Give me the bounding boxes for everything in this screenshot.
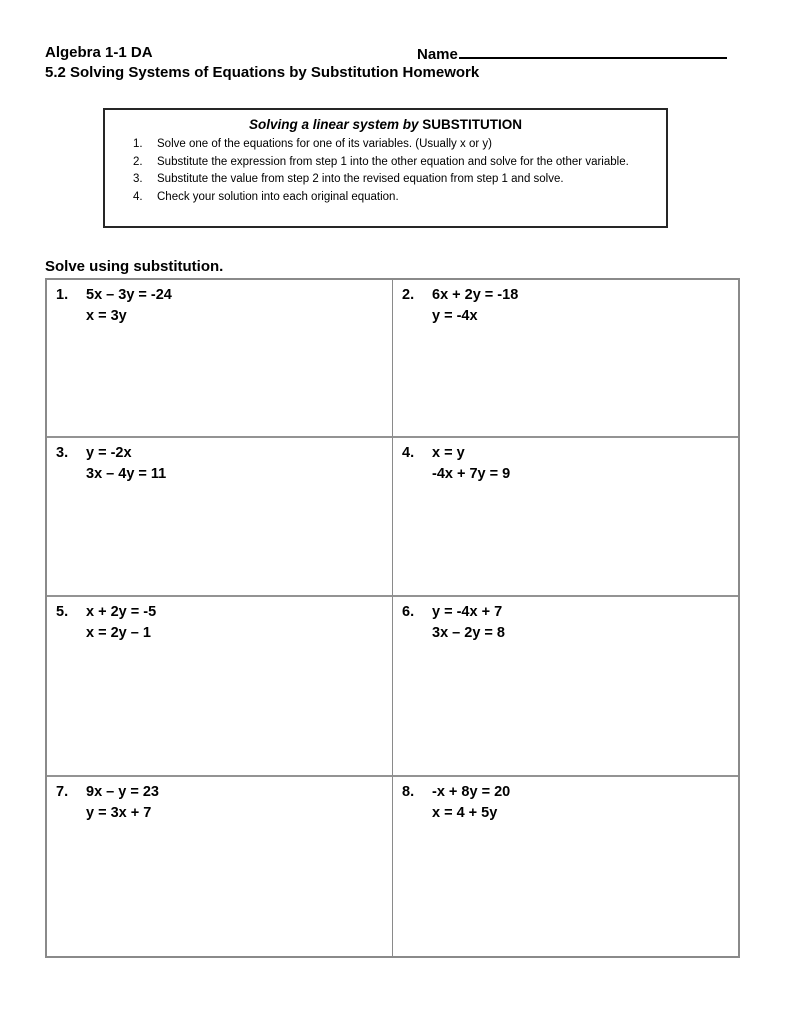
equation-2: x = 2y – 1 <box>86 625 151 641</box>
problem-number: 7. <box>56 784 69 800</box>
problem-cell-2 <box>393 280 738 438</box>
instruction-step <box>133 189 666 207</box>
equation-1: y = -2x <box>86 445 132 461</box>
solve-prompt: Solve using substitution. <box>45 258 224 275</box>
equation-1: y = -4x + 7 <box>432 604 503 620</box>
equation-2: y = 3x + 7 <box>86 805 152 821</box>
problem-equations <box>86 782 159 824</box>
problem-equations <box>432 602 505 644</box>
instructions-box <box>103 108 668 228</box>
equation-1: 6x + 2y = -18 <box>432 287 519 303</box>
problem-cell-7 <box>47 777 393 956</box>
problems-table <box>45 278 740 958</box>
name-field <box>417 44 727 63</box>
problem-equations <box>432 443 510 485</box>
problem-number: 3. <box>56 445 69 461</box>
problem-equations <box>432 285 518 327</box>
problem-number: 5. <box>56 604 69 620</box>
problem-number: 6. <box>402 604 415 620</box>
course-title: Algebra 1-1 DA <box>45 44 153 61</box>
instructions-heading-keyword: SUBSTITUTION <box>422 117 523 132</box>
name-label: Name <box>417 46 458 63</box>
problem-cell-4 <box>393 438 738 597</box>
step-text: Check your solution into each original equation. <box>157 190 399 203</box>
assignment-title: 5.2 Solving Systems of Equations by Substitution Homework <box>45 64 480 81</box>
instructions-heading-method: Solving a linear system by <box>248 117 419 132</box>
problem-number: 2. <box>402 287 415 303</box>
step-number: 2. <box>133 155 143 168</box>
problem-equations <box>86 602 156 644</box>
step-number: 4. <box>133 190 143 203</box>
name-blank-line <box>459 44 727 59</box>
problem-equations <box>432 782 510 824</box>
problem-equations <box>86 443 166 485</box>
equation-2: x = 4 + 5y <box>432 805 498 821</box>
problem-cell-3 <box>47 438 393 597</box>
instructions-steps <box>133 136 666 206</box>
problem-number: 8. <box>402 784 415 800</box>
equation-2: 3x – 4y = 11 <box>86 466 167 482</box>
step-text: Solve one of the equations for one of its variables. (Usually x or y) <box>157 138 492 150</box>
step-text: Substitute the expression from step 1 into the other equation and solve for the other variable. <box>157 155 629 168</box>
equation-2: x = 3y <box>86 308 127 324</box>
equation-1: x = y <box>432 445 465 461</box>
equation-1: 5x – 3y = -24 <box>86 287 172 303</box>
problem-number: 1. <box>56 287 69 303</box>
equation-2: y = -4x <box>432 308 478 324</box>
equation-1: x + 2y = -5 <box>86 604 157 620</box>
problem-equations <box>86 285 172 327</box>
equation-1: 9x – y = 23 <box>86 784 159 800</box>
step-number: 1. <box>133 138 143 150</box>
problem-cell-5 <box>47 597 393 777</box>
problem-number: 4. <box>402 445 415 461</box>
instruction-step <box>133 154 666 172</box>
equation-2: -4x + 7y = 9 <box>432 466 511 482</box>
instruction-step <box>133 136 666 154</box>
problem-cell-6 <box>393 597 738 777</box>
step-text: Substitute the value from step 2 into the revised equation from step 1 and solve. <box>157 173 564 186</box>
problem-cell-8 <box>393 777 738 956</box>
equation-2: 3x – 2y = 8 <box>432 625 505 641</box>
instruction-step <box>133 171 666 189</box>
equation-1: -x + 8y = 20 <box>432 784 511 800</box>
instructions-heading <box>105 117 666 132</box>
step-number: 3. <box>133 173 143 186</box>
problem-cell-1 <box>47 280 393 438</box>
